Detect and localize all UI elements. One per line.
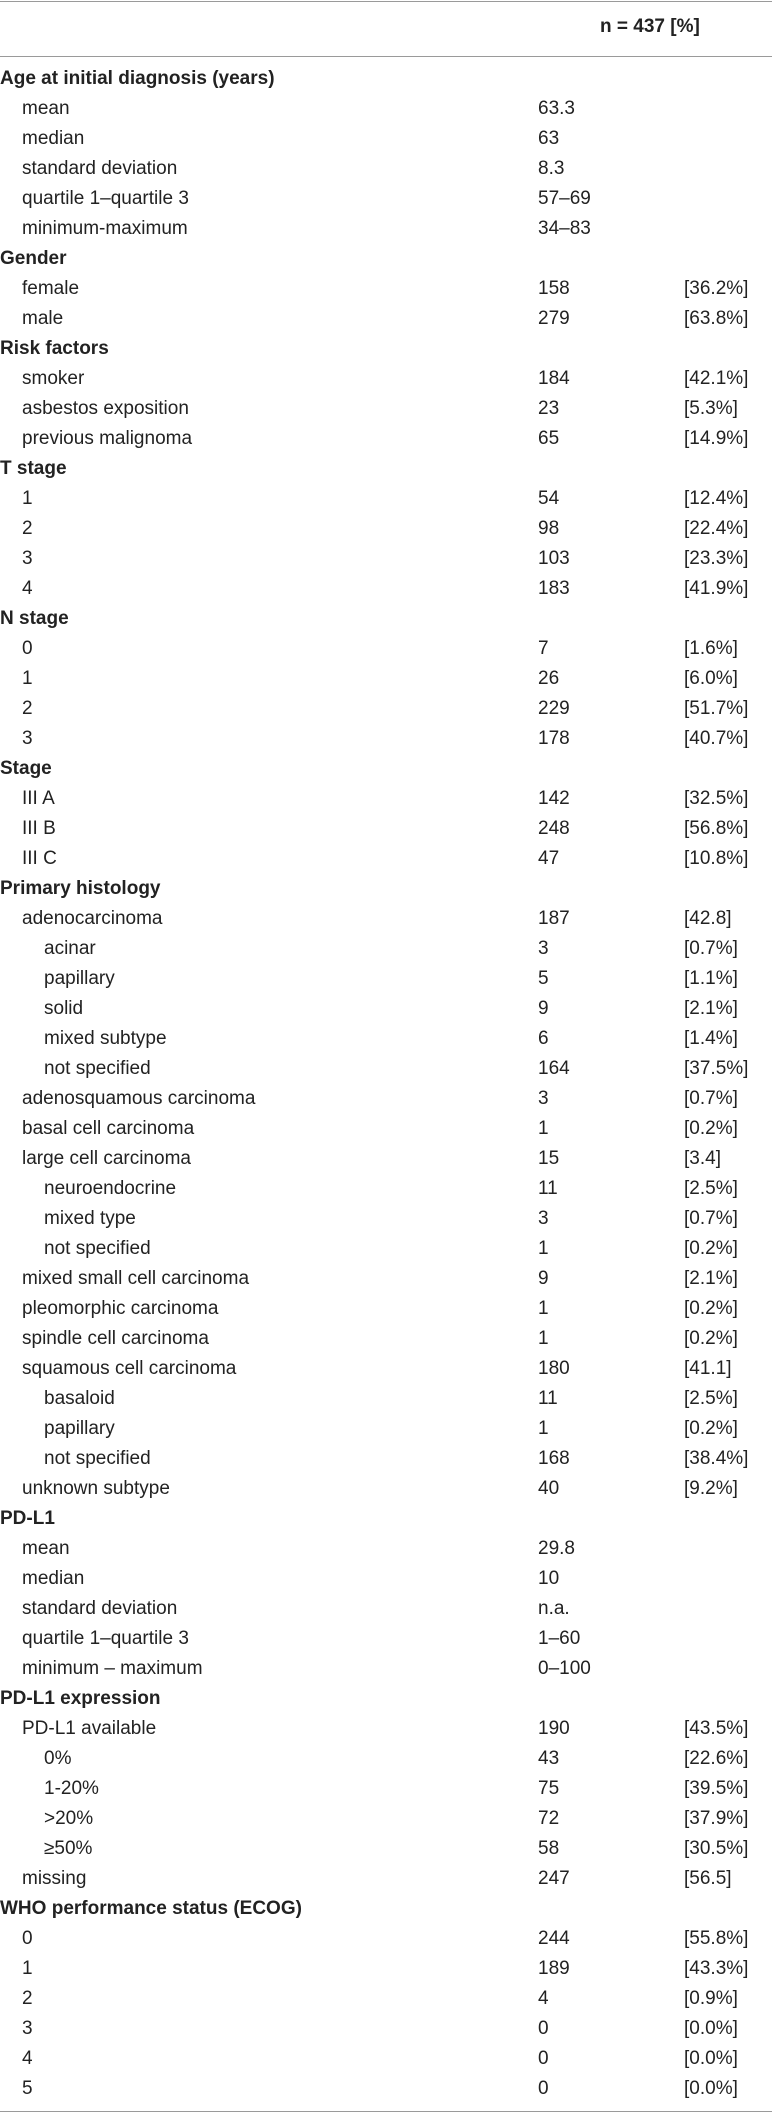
row-percent: [56.5]: [684, 1868, 732, 1889]
table-row: [0, 1714, 772, 1744]
row-label: smoker: [22, 368, 85, 389]
row-label: acinar: [44, 938, 96, 959]
row-count: 1–60: [538, 1628, 581, 1649]
row-percent: [0.2%]: [684, 1298, 738, 1319]
table-row: [0, 634, 772, 664]
row-label: III A: [22, 788, 55, 809]
row-percent: [1.1%]: [684, 968, 738, 989]
row-percent: [55.8%]: [684, 1928, 749, 1949]
row-label: 2: [22, 1988, 33, 2009]
row-label: mean: [22, 98, 70, 119]
row-percent: [5.3%]: [684, 398, 738, 419]
row-percent: [14.9%]: [684, 428, 749, 449]
row-count: n.a.: [538, 1598, 570, 1619]
row-count: 40: [538, 1478, 560, 1499]
table-row: [0, 574, 772, 604]
row-count: 29.8: [538, 1538, 575, 1559]
row-label: mixed subtype: [44, 1028, 167, 1049]
section-title: Stage: [0, 758, 52, 779]
table-row: [0, 994, 772, 1024]
row-percent: [23.3%]: [684, 548, 749, 569]
table-row: [0, 1834, 772, 1864]
row-percent: [0.0%]: [684, 2018, 738, 2039]
row-count: 65: [538, 428, 560, 449]
row-count: 0: [538, 2048, 549, 2069]
characteristics-table: [0, 1, 772, 2122]
row-label: 1: [22, 668, 33, 689]
table-row: [0, 1324, 772, 1354]
row-label: 5: [22, 2078, 33, 2099]
row-label: previous malignoma: [22, 428, 193, 449]
row-label: male: [22, 308, 64, 329]
row-label: PD-L1 available: [22, 1718, 157, 1739]
table-row: [0, 184, 772, 214]
row-percent: [51.7%]: [684, 698, 749, 719]
table-row: [0, 424, 772, 454]
table-row: [0, 1384, 772, 1414]
section-title: Risk factors: [0, 338, 109, 359]
row-count: 180: [538, 1358, 570, 1379]
row-label: 4: [22, 2048, 33, 2069]
row-label: mixed small cell carcinoma: [22, 1268, 250, 1289]
row-percent: [9.2%]: [684, 1478, 738, 1499]
row-count: 34–83: [538, 218, 591, 239]
row-count: 3: [538, 1208, 549, 1229]
row-count: 11: [538, 1388, 558, 1409]
row-label: 2: [22, 518, 33, 539]
row-count: 11: [538, 1178, 558, 1199]
row-label: 3: [22, 548, 33, 569]
row-percent: [42.1%]: [684, 368, 749, 389]
table-row: [0, 1804, 772, 1834]
row-percent: [37.9%]: [684, 1808, 749, 1829]
row-count: 57–69: [538, 188, 591, 209]
table-row: [0, 1444, 772, 1474]
row-count: 7: [538, 638, 549, 659]
row-percent: [0.7%]: [684, 1088, 738, 1109]
row-count: 4: [538, 1988, 549, 2009]
header-n-label: n = 437 [%]: [600, 16, 700, 37]
row-percent: [1.4%]: [684, 1028, 738, 1049]
table-row: [0, 1264, 772, 1294]
row-label: not specified: [44, 1238, 151, 1259]
row-label: mixed type: [44, 1208, 136, 1229]
section-header-row: [0, 454, 772, 484]
table-row: [0, 1534, 772, 1564]
row-percent: [1.6%]: [684, 638, 738, 659]
row-percent: [32.5%]: [684, 788, 749, 809]
row-percent: [10.8%]: [684, 848, 749, 869]
table-header: [0, 1, 772, 57]
row-label: female: [22, 278, 80, 299]
row-percent: [2.5%]: [684, 1388, 738, 1409]
row-percent: [2.1%]: [684, 998, 738, 1019]
row-label: 2: [22, 698, 33, 719]
row-percent: [42.8]: [684, 908, 732, 929]
section-header-row: [0, 754, 772, 784]
row-count: 0: [538, 2018, 549, 2039]
section-title: T stage: [0, 458, 67, 479]
row-count: 15: [538, 1148, 560, 1169]
table-row: [0, 1984, 772, 2014]
row-percent: [12.4%]: [684, 488, 749, 509]
row-label: standard deviation: [22, 158, 178, 179]
table-row: [0, 2074, 772, 2104]
row-count: 63.3: [538, 98, 575, 119]
bottom-rule: [0, 2111, 772, 2112]
row-label: basaloid: [44, 1388, 115, 1409]
table-row: [0, 1624, 772, 1654]
row-count: 9: [538, 1268, 549, 1289]
row-label: >20%: [44, 1808, 94, 1829]
table-row: [0, 124, 772, 154]
row-count: 47: [538, 848, 560, 869]
row-percent: [63.8%]: [684, 308, 749, 329]
row-count: 3: [538, 1088, 549, 1109]
row-count: 142: [538, 788, 570, 809]
row-count: 247: [538, 1868, 570, 1889]
section-title: PD-L1 expression: [0, 1688, 161, 1709]
row-count: 26: [538, 668, 560, 689]
table-row: [0, 904, 772, 934]
table-row: [0, 964, 772, 994]
row-percent: [56.8%]: [684, 818, 749, 839]
row-label: papillary: [44, 968, 115, 989]
row-percent: [41.1]: [684, 1358, 732, 1379]
section-title: Primary histology: [0, 878, 161, 899]
row-label: 0: [22, 1928, 33, 1949]
table-row: [0, 664, 772, 694]
row-count: 8.3: [538, 158, 565, 179]
row-label: spindle cell carcinoma: [22, 1328, 209, 1349]
table-row: [0, 1234, 772, 1264]
row-label: standard deviation: [22, 1598, 178, 1619]
table-row: [0, 2014, 772, 2044]
section-title: N stage: [0, 608, 69, 629]
table-row: [0, 544, 772, 574]
row-count: 279: [538, 308, 570, 329]
row-label: 3: [22, 2018, 33, 2039]
row-count: 244: [538, 1928, 570, 1949]
row-label: ≥50%: [44, 1838, 93, 1859]
section-header-row: [0, 874, 772, 904]
row-count: 183: [538, 578, 570, 599]
row-count: 3: [538, 938, 549, 959]
table-row: [0, 1354, 772, 1384]
row-percent: [2.1%]: [684, 1268, 738, 1289]
row-percent: [0.2%]: [684, 1118, 738, 1139]
row-count: 103: [538, 548, 570, 569]
row-count: 0: [538, 2078, 549, 2099]
row-label: asbestos exposition: [22, 398, 189, 419]
section-header-row: [0, 244, 772, 274]
section-header-row: [0, 604, 772, 634]
row-count: 1: [538, 1418, 549, 1439]
row-percent: [0.2%]: [684, 1418, 738, 1439]
table-row: [0, 1114, 772, 1144]
section-title: Age at initial diagnosis (years): [0, 68, 275, 89]
row-label: III C: [22, 848, 57, 869]
row-percent: [41.9%]: [684, 578, 749, 599]
section-header-row: [0, 1504, 772, 1534]
row-count: 168: [538, 1448, 570, 1469]
table-row: [0, 1654, 772, 1684]
row-count: 6: [538, 1028, 549, 1049]
row-count: 158: [538, 278, 570, 299]
row-count: 75: [538, 1778, 560, 1799]
section-header-row: [0, 1894, 772, 1924]
table-row: [0, 484, 772, 514]
row-percent: [22.4%]: [684, 518, 749, 539]
row-count: 1: [538, 1118, 549, 1139]
row-label: not specified: [44, 1448, 151, 1469]
table-row: [0, 1594, 772, 1624]
table-row: [0, 844, 772, 874]
row-count: 72: [538, 1808, 560, 1829]
row-label: quartile 1–quartile 3: [22, 188, 189, 209]
table-row: [0, 1144, 772, 1174]
row-percent: [43.5%]: [684, 1718, 749, 1739]
row-label: squamous cell carcinoma: [22, 1358, 237, 1379]
row-count: 54: [538, 488, 560, 509]
section-title: PD-L1: [0, 1508, 55, 1529]
row-label: not specified: [44, 1058, 151, 1079]
row-label: unknown subtype: [22, 1478, 170, 1499]
row-percent: [22.6%]: [684, 1748, 749, 1769]
section-title: WHO performance status (ECOG): [0, 1898, 302, 1919]
row-count: 187: [538, 908, 570, 929]
table-row: [0, 1474, 772, 1504]
table-row: [0, 1774, 772, 1804]
table-row: [0, 1744, 772, 1774]
row-label: missing: [22, 1868, 87, 1889]
row-percent: [6.0%]: [684, 668, 738, 689]
table-row: [0, 1954, 772, 1984]
section-title: Gender: [0, 248, 67, 269]
row-percent: [2.5%]: [684, 1178, 738, 1199]
row-percent: [30.5%]: [684, 1838, 749, 1859]
table-row: [0, 784, 772, 814]
row-label: 1-20%: [44, 1778, 99, 1799]
row-label: 4: [22, 578, 33, 599]
row-label: 1: [22, 488, 33, 509]
row-count: 1: [538, 1298, 549, 1319]
row-count: 63: [538, 128, 560, 149]
table-row: [0, 274, 772, 304]
row-count: 58: [538, 1838, 560, 1859]
section-header-row: [0, 64, 772, 94]
table-row: [0, 934, 772, 964]
row-count: 189: [538, 1958, 570, 1979]
row-percent: [43.3%]: [684, 1958, 749, 1979]
table-row: [0, 724, 772, 754]
table-row: [0, 364, 772, 394]
row-label: large cell carcinoma: [22, 1148, 191, 1169]
row-percent: [0.0%]: [684, 2048, 738, 2069]
row-count: 229: [538, 698, 570, 719]
row-count: 178: [538, 728, 570, 749]
row-label: 0%: [44, 1748, 72, 1769]
row-count: 98: [538, 518, 560, 539]
row-label: adenosquamous carcinoma: [22, 1088, 256, 1109]
table-row: [0, 94, 772, 124]
row-label: solid: [44, 998, 84, 1019]
row-count: 184: [538, 368, 570, 389]
row-label: papillary: [44, 1418, 115, 1439]
row-percent: [38.4%]: [684, 1448, 749, 1469]
row-count: 9: [538, 998, 549, 1019]
row-label: 0: [22, 638, 33, 659]
table-row: [0, 1054, 772, 1084]
row-label: median: [22, 128, 85, 149]
row-percent: [0.7%]: [684, 938, 738, 959]
table-row: [0, 1414, 772, 1444]
table-row: [0, 1294, 772, 1324]
row-percent: [3.4]: [684, 1148, 721, 1169]
row-percent: [0.9%]: [684, 1988, 738, 2009]
table-row: [0, 1174, 772, 1204]
table-row: [0, 1564, 772, 1594]
table-row: [0, 814, 772, 844]
row-label: neuroendocrine: [44, 1178, 177, 1199]
row-label: 1: [22, 1958, 33, 1979]
row-count: 1: [538, 1328, 549, 1349]
table-row: [0, 394, 772, 424]
row-percent: [39.5%]: [684, 1778, 749, 1799]
row-count: 248: [538, 818, 570, 839]
row-label: quartile 1–quartile 3: [22, 1628, 189, 1649]
section-header-row: [0, 1684, 772, 1714]
table-row: [0, 1204, 772, 1234]
row-label: minimum-maximum: [22, 218, 188, 239]
row-count: 10: [538, 1568, 560, 1589]
row-count: 0–100: [538, 1658, 591, 1679]
row-label: adenocarcinoma: [22, 908, 163, 929]
row-count: 5: [538, 968, 549, 989]
table-row: [0, 1924, 772, 1954]
row-label: 3: [22, 728, 33, 749]
table-row: [0, 154, 772, 184]
table-row: [0, 694, 772, 724]
row-count: 23: [538, 398, 560, 419]
table-row: [0, 2044, 772, 2074]
row-count: 164: [538, 1058, 570, 1079]
row-percent: [40.7%]: [684, 728, 749, 749]
section-header-row: [0, 334, 772, 364]
table-row: [0, 214, 772, 244]
row-count: 190: [538, 1718, 570, 1739]
row-label: mean: [22, 1538, 70, 1559]
row-percent: [0.0%]: [684, 2078, 738, 2099]
table-row: [0, 514, 772, 544]
table-row: [0, 304, 772, 334]
table-row: [0, 1084, 772, 1114]
row-count: 43: [538, 1748, 560, 1769]
row-label: pleomorphic carcinoma: [22, 1298, 219, 1319]
row-percent: [0.2%]: [684, 1328, 738, 1349]
row-count: 1: [538, 1238, 549, 1259]
row-label: III B: [22, 818, 56, 839]
row-label: median: [22, 1568, 85, 1589]
row-percent: [37.5%]: [684, 1058, 749, 1079]
row-percent: [0.7%]: [684, 1208, 738, 1229]
table-row: [0, 1864, 772, 1894]
row-label: basal cell carcinoma: [22, 1118, 195, 1139]
row-label: minimum – maximum: [22, 1658, 203, 1679]
table-row: [0, 1024, 772, 1054]
row-percent: [36.2%]: [684, 278, 749, 299]
row-percent: [0.2%]: [684, 1238, 738, 1259]
table-body: [0, 64, 772, 2104]
